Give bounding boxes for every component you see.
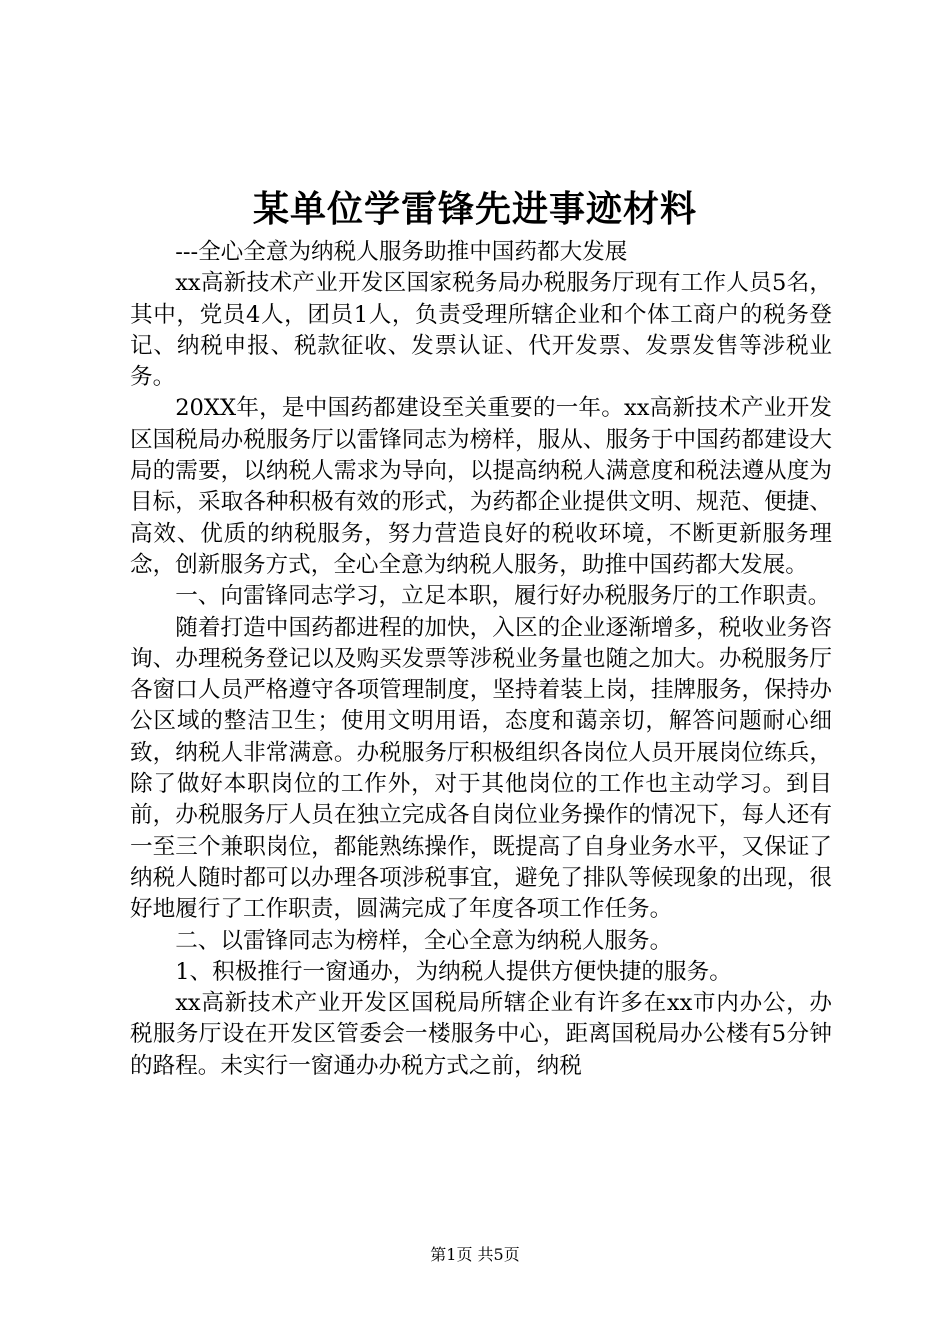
- paragraph-2: 20XX年，是中国药都建设至关重要的一年。xx高新技术产业开发区国税局办税服务厅以雷锋同志为榜样，服从、服务于中国药都建设大局的需要，以纳税人需求为导向，以提高纳税人满意度和税法遵从度为目标，采取各种积极有效的形式，为药都企业提供文明、规范、便捷、高效、优质的纳税服务，努力营造良好的税收环境，不断更新服务理念，创新服务方式，全心全意为纳税人服务，助推中国药都大发展。: [130, 395, 832, 578]
- document-title: 某单位学雷锋先进事迹材料: [252, 188, 697, 230]
- paragraph-1: xx高新技术产业开发区国家税务局办税服务厅现有工作人员5名，其中，党员4人，团员1人，负责受理所辖企业和个体工商户的税务登记、纳税申报、税款征收、发票认证、代开发票、发票发售等涉税业务。: [130, 270, 832, 391]
- document-body: [130, 237, 832, 1082]
- paragraph-3: 随着打造中国药都进程的加快，入区的企业逐渐增多，税收业务咨询、办理税务登记以及购买发票等涉税业务量也随之加大。办税服务厅各窗口人员严格遵守各项管理制度，坚持着装上岗，挂牌服务，保持办公区域的整洁卫生；使用文明用语，态度和蔼亲切，解答问题耐心细致，纳税人非常满意。办税服务厅积极组织各岗位人员开展岗位练兵，除了做好本职岗位的工作外，对于其他岗位的工作也主动学习。到目前，办税服务厅人员在独立完成各自岗位业务操作的情况下，每人还有一至三个兼职岗位，都能熟练操作，既提高了自身业务水平，又保证了纳税人随时都可以办理各项涉税事宜，避免了排队等候现象的出现，很好地履行了工作职责，圆满完成了年度各项工作任务。: [130, 614, 832, 923]
- document-subtitle: ---全心全意为纳税人服务助推中国药都大发展: [175, 239, 628, 265]
- paragraph-4: xx高新技术产业开发区国税局所辖企业有许多在xx市内办公，办税服务厅设在开发区管委会一楼服务中心，距离国税局办公楼有5分钟的路程。未实行一窗通办办税方式之前，纳税: [130, 990, 832, 1079]
- section-heading-2: 二、以雷锋同志为榜样，全心全意为纳税人服务。: [175, 927, 673, 954]
- subsection-heading-1: 1、积极推行一窗通办，为纳税人提供方便快捷的服务。: [175, 958, 732, 985]
- section-heading-1: 一、向雷锋同志学习，立足本职，履行好办税服务厅的工作职责。: [175, 583, 831, 610]
- page-number-footer: 第1页 共5页: [430, 1245, 520, 1264]
